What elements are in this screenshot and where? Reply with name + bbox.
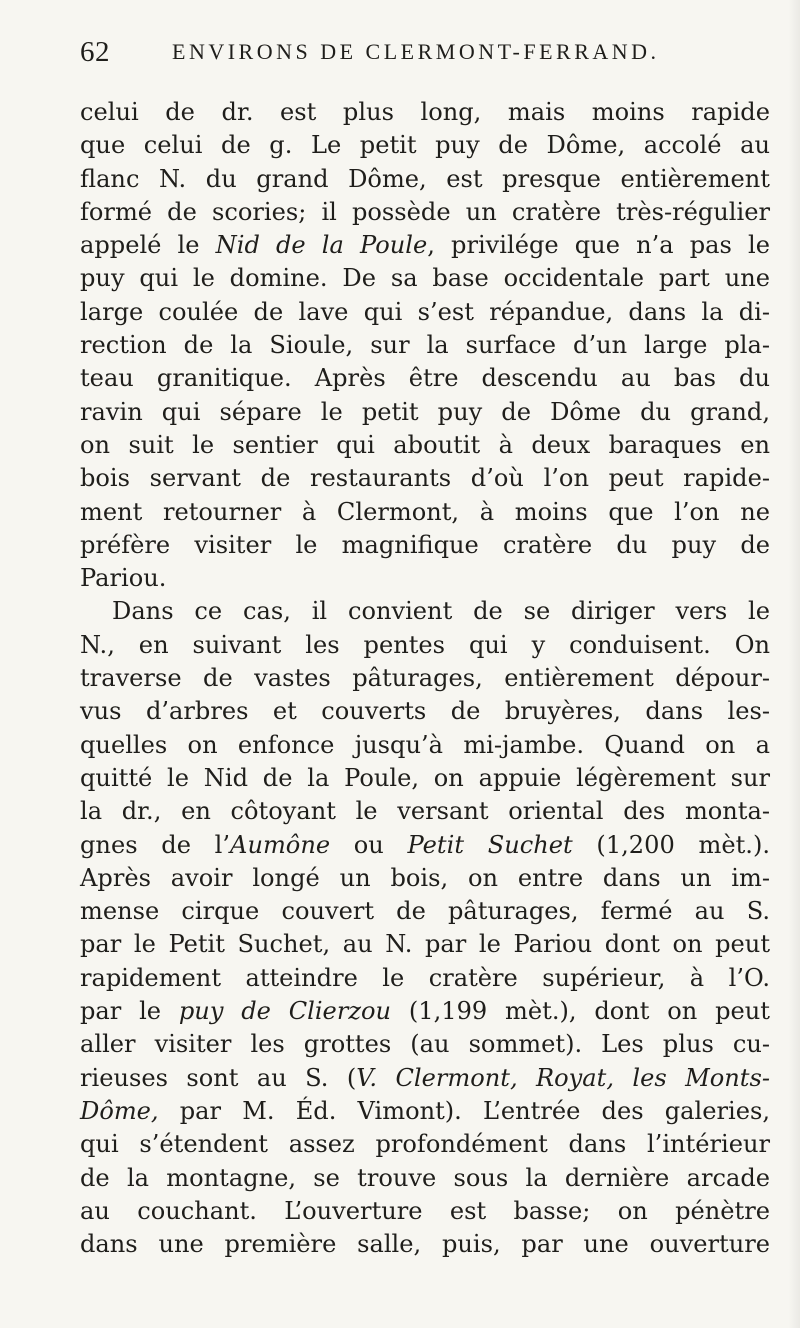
page-header xyxy=(80,36,760,76)
text-line: quitté le Nid de la Poule, on appuie légèrement sur xyxy=(80,763,770,792)
text-line: par le puy de Clierzou (1,199 mèt.), dont on peut xyxy=(80,997,770,1026)
text-line: aller visiter les grottes (au sommet). Les plus cu- xyxy=(80,1030,770,1059)
text-line: flanc N. du grand Dôme, est presque entièrement xyxy=(80,164,770,193)
text-line: puy qui le domine. De sa base occidentale part une xyxy=(80,264,770,293)
body-text xyxy=(80,96,770,1261)
text-line: vus d’arbres et couverts de bruyères, dans les- xyxy=(80,697,770,726)
text-line: gnes de l’Aumône ou Petit Suchet (1,200 mèt.). xyxy=(80,830,771,859)
text-line: traverse de vastes pâturages, entièrement dépour- xyxy=(80,664,770,693)
page-edge xyxy=(788,0,800,1328)
text-line: appelé le Nid de la Poule, privilége que n’a pas le xyxy=(80,231,770,260)
text-line: qui s’étendent assez profondément dans l’intérieur xyxy=(80,1130,770,1159)
text-line: rapidement atteindre le cratère supérieur, à l’O. xyxy=(80,963,770,992)
text-line: au couchant. L’ouverture est basse; on pénètre xyxy=(80,1196,770,1225)
text-line: ravin qui sépare le petit puy de Dôme du grand, xyxy=(80,397,770,426)
text-line: dans une première salle, puis, par une ouverture xyxy=(80,1230,770,1259)
text-line: celui de dr. est plus long, mais moins rapide xyxy=(80,98,770,126)
text-line: Dôme, par M. Éd. Vimont). L’entrée des galeries, xyxy=(80,1096,770,1125)
text-line: par le Petit Suchet, au N. par le Pariou dont on peut xyxy=(80,930,770,959)
text-line: large coulée de lave qui s’est répandue, dans la di- xyxy=(80,297,770,326)
text-line: formé de scories; il possède un cratère très-régulier xyxy=(80,197,770,226)
text-line: mense cirque couvert de pâturages, fermé au S. xyxy=(80,897,770,926)
page-number: 62 xyxy=(80,36,110,68)
text-line: quelles on enfonce jusqu’à mi-jambe. Quand on a xyxy=(80,730,770,759)
text-line: on suit le sentier qui aboutit à deux baraques en xyxy=(80,430,770,459)
text-line: ment retourner à Clermont, à moins que l’on ne xyxy=(80,497,770,526)
text-line: de la montagne, se trouve sous la dernière arcade xyxy=(80,1163,770,1192)
text-line: rieuses sont au S. (V. Clermont, Royat, les Monts- xyxy=(80,1063,770,1092)
text-line: N., en suivant les pentes qui y conduisent. On xyxy=(80,630,770,659)
text-line: rection de la Sioule, sur la surface d’un large pla- xyxy=(80,331,770,360)
text-line: préfère visiter le magnifique cratère du puy de xyxy=(80,530,770,559)
text-line: Pariou. xyxy=(80,564,167,593)
text-line: Dans ce cas, il convient de se diriger vers le xyxy=(112,597,770,626)
text-line: la dr., en côtoyant le versant oriental des monta- xyxy=(80,797,770,826)
text-line: teau granitique. Après être descendu au bas du xyxy=(80,364,770,393)
running-head: ENVIRONS DE CLERMONT-FERRAND. xyxy=(172,39,660,64)
text-line: que celui de g. Le petit puy de Dôme, accolé au xyxy=(80,131,770,160)
text-line: bois servant de restaurants d’où l’on peut rapide- xyxy=(80,464,770,493)
text-line: Après avoir longé un bois, on entre dans un im- xyxy=(80,863,770,892)
